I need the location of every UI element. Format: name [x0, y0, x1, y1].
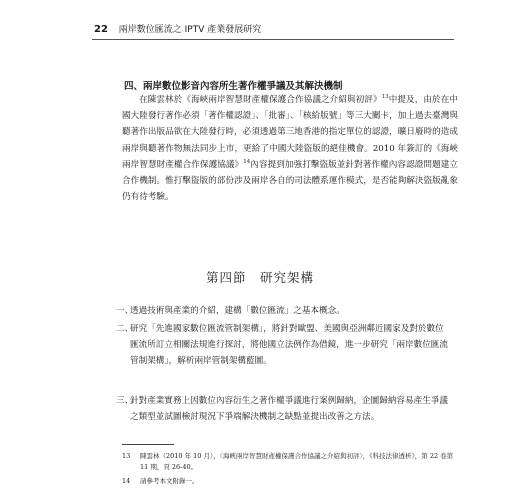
list-item: [116, 393, 452, 425]
list-item-text: 透過技術與產業的介紹，建構「數位匯流」之基本概念。: [130, 306, 345, 316]
list-item-text: 針對產業實務上因數位內容衍生之著作權爭議進行案例歸納，企圖歸納容易產生爭議之類型並試圖檢討現況下爭端解決機制之缺點並提出改善之方法。: [130, 396, 448, 423]
header-rule: [92, 39, 454, 40]
running-header: [94, 22, 464, 36]
list-item: [116, 303, 452, 319]
footnote-rule: [122, 444, 174, 445]
list-item-number: 二、: [116, 324, 134, 334]
footnote: [122, 476, 458, 487]
page-number: 22: [94, 24, 108, 35]
body-paragraph: [122, 92, 458, 205]
list-item-number: 一、: [116, 306, 134, 316]
paragraph-text-2: 中提及，由於在中國大陸發行著作必須「著作權認證」、「批審」、「核給版號」等三大關卡，加上過去臺灣與聽著作出版品欲在大陸發行時，必須透過第三地香港的指定單位的認證，曠日廢時的造成兩岸與聽著作物無法同步上市，更給了中國大陸盜版的絕佳機會。2010 年簽訂的《海峽兩岸智慧財產權合作保護協議》: [122, 95, 458, 170]
footnote-text: 陳雲林（2010 年 10 月），〈海峽兩岸智慧財產權保護合作協議之介紹與初評〉，《科技法律透析》，第 22 卷第 11 期，頁 26-40。: [140, 452, 454, 471]
footnote-text: 請參考本文附錄一。: [140, 477, 199, 485]
list-item-text: 研究「先進國家數位匯流管制架構」，將針對歐盟、美國與亞洲鄰近國家及對於數位匯流所訂立相關法規進行探討，將他國立法例作為借鏡，進一步研究「兩岸數位匯流管制架構」，解析兩岸管制架構藍圖。: [130, 324, 448, 367]
footnote-ref-13: 13: [381, 94, 389, 101]
chapter-title: 第四節 研究架構: [205, 270, 314, 285]
list-item: [116, 321, 452, 370]
footnote: [122, 451, 458, 473]
running-title: 兩岸數位匯流之 IPTV 產業發展研究: [118, 25, 262, 35]
paragraph-text-3: 內容提到加強打擊盜版並針對著作權內容認證問題建立合作機制。惟打擊盜版的部份涉及兩岸各自的司法體系運作模式，是否能夠解決盜版亂象仍有待考驗。: [122, 159, 458, 203]
list-item-number: 三、: [116, 396, 134, 406]
footnote-number: 13: [122, 452, 131, 460]
paragraph-text-1: 在陳雲林於《海峽兩岸智慧財產權保護合作協議之介紹與初評》: [139, 95, 382, 105]
footnote-number: 14: [122, 477, 131, 485]
section-heading: 四、兩岸數位影音內容所生著作權爭議及其解決機制: [124, 81, 343, 92]
footnote-ref-14: 14: [243, 158, 251, 165]
